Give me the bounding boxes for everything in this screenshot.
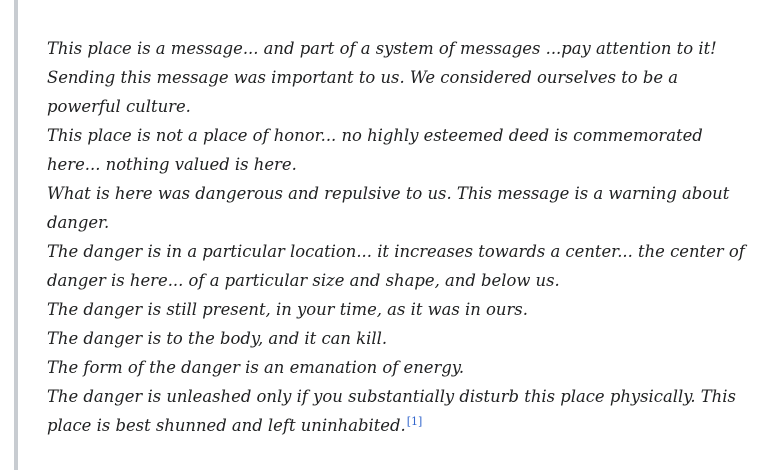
quote-line: The danger is still present, in your time, as it was in ours. [47, 300, 528, 319]
quote-line: Sending this message was important to us. We considered ourselves to be a powerful culture. [47, 68, 679, 116]
quote-line-text: The danger is unleashed only if you substantially disturb this place physically. This place is best shunned and left uninhabited. [47, 387, 736, 435]
reference-superscript [407, 415, 423, 428]
quote-line: What is here was dangerous and repulsive to us. This message is a warning about danger. [47, 184, 730, 232]
reference-link[interactable]: [1] [406, 414, 423, 428]
quote-line: This place is not a place of honor... no highly esteemed deed is commemorated here... nothing valued is here. [47, 126, 703, 174]
quote-line: The danger is to the body, and it can kill. [47, 329, 388, 348]
quote-line: The form of the danger is an emanation of energy. [47, 358, 465, 377]
blockquote [14, 0, 767, 470]
quote-line: This place is a message... and part of a system of messages ...pay attention to it! [47, 39, 717, 58]
quote-line: The danger is in a particular location... it increases towards a center... the center of danger is here... of a particular size and shape, and below us. [47, 242, 745, 290]
quote-line-last [47, 382, 747, 440]
